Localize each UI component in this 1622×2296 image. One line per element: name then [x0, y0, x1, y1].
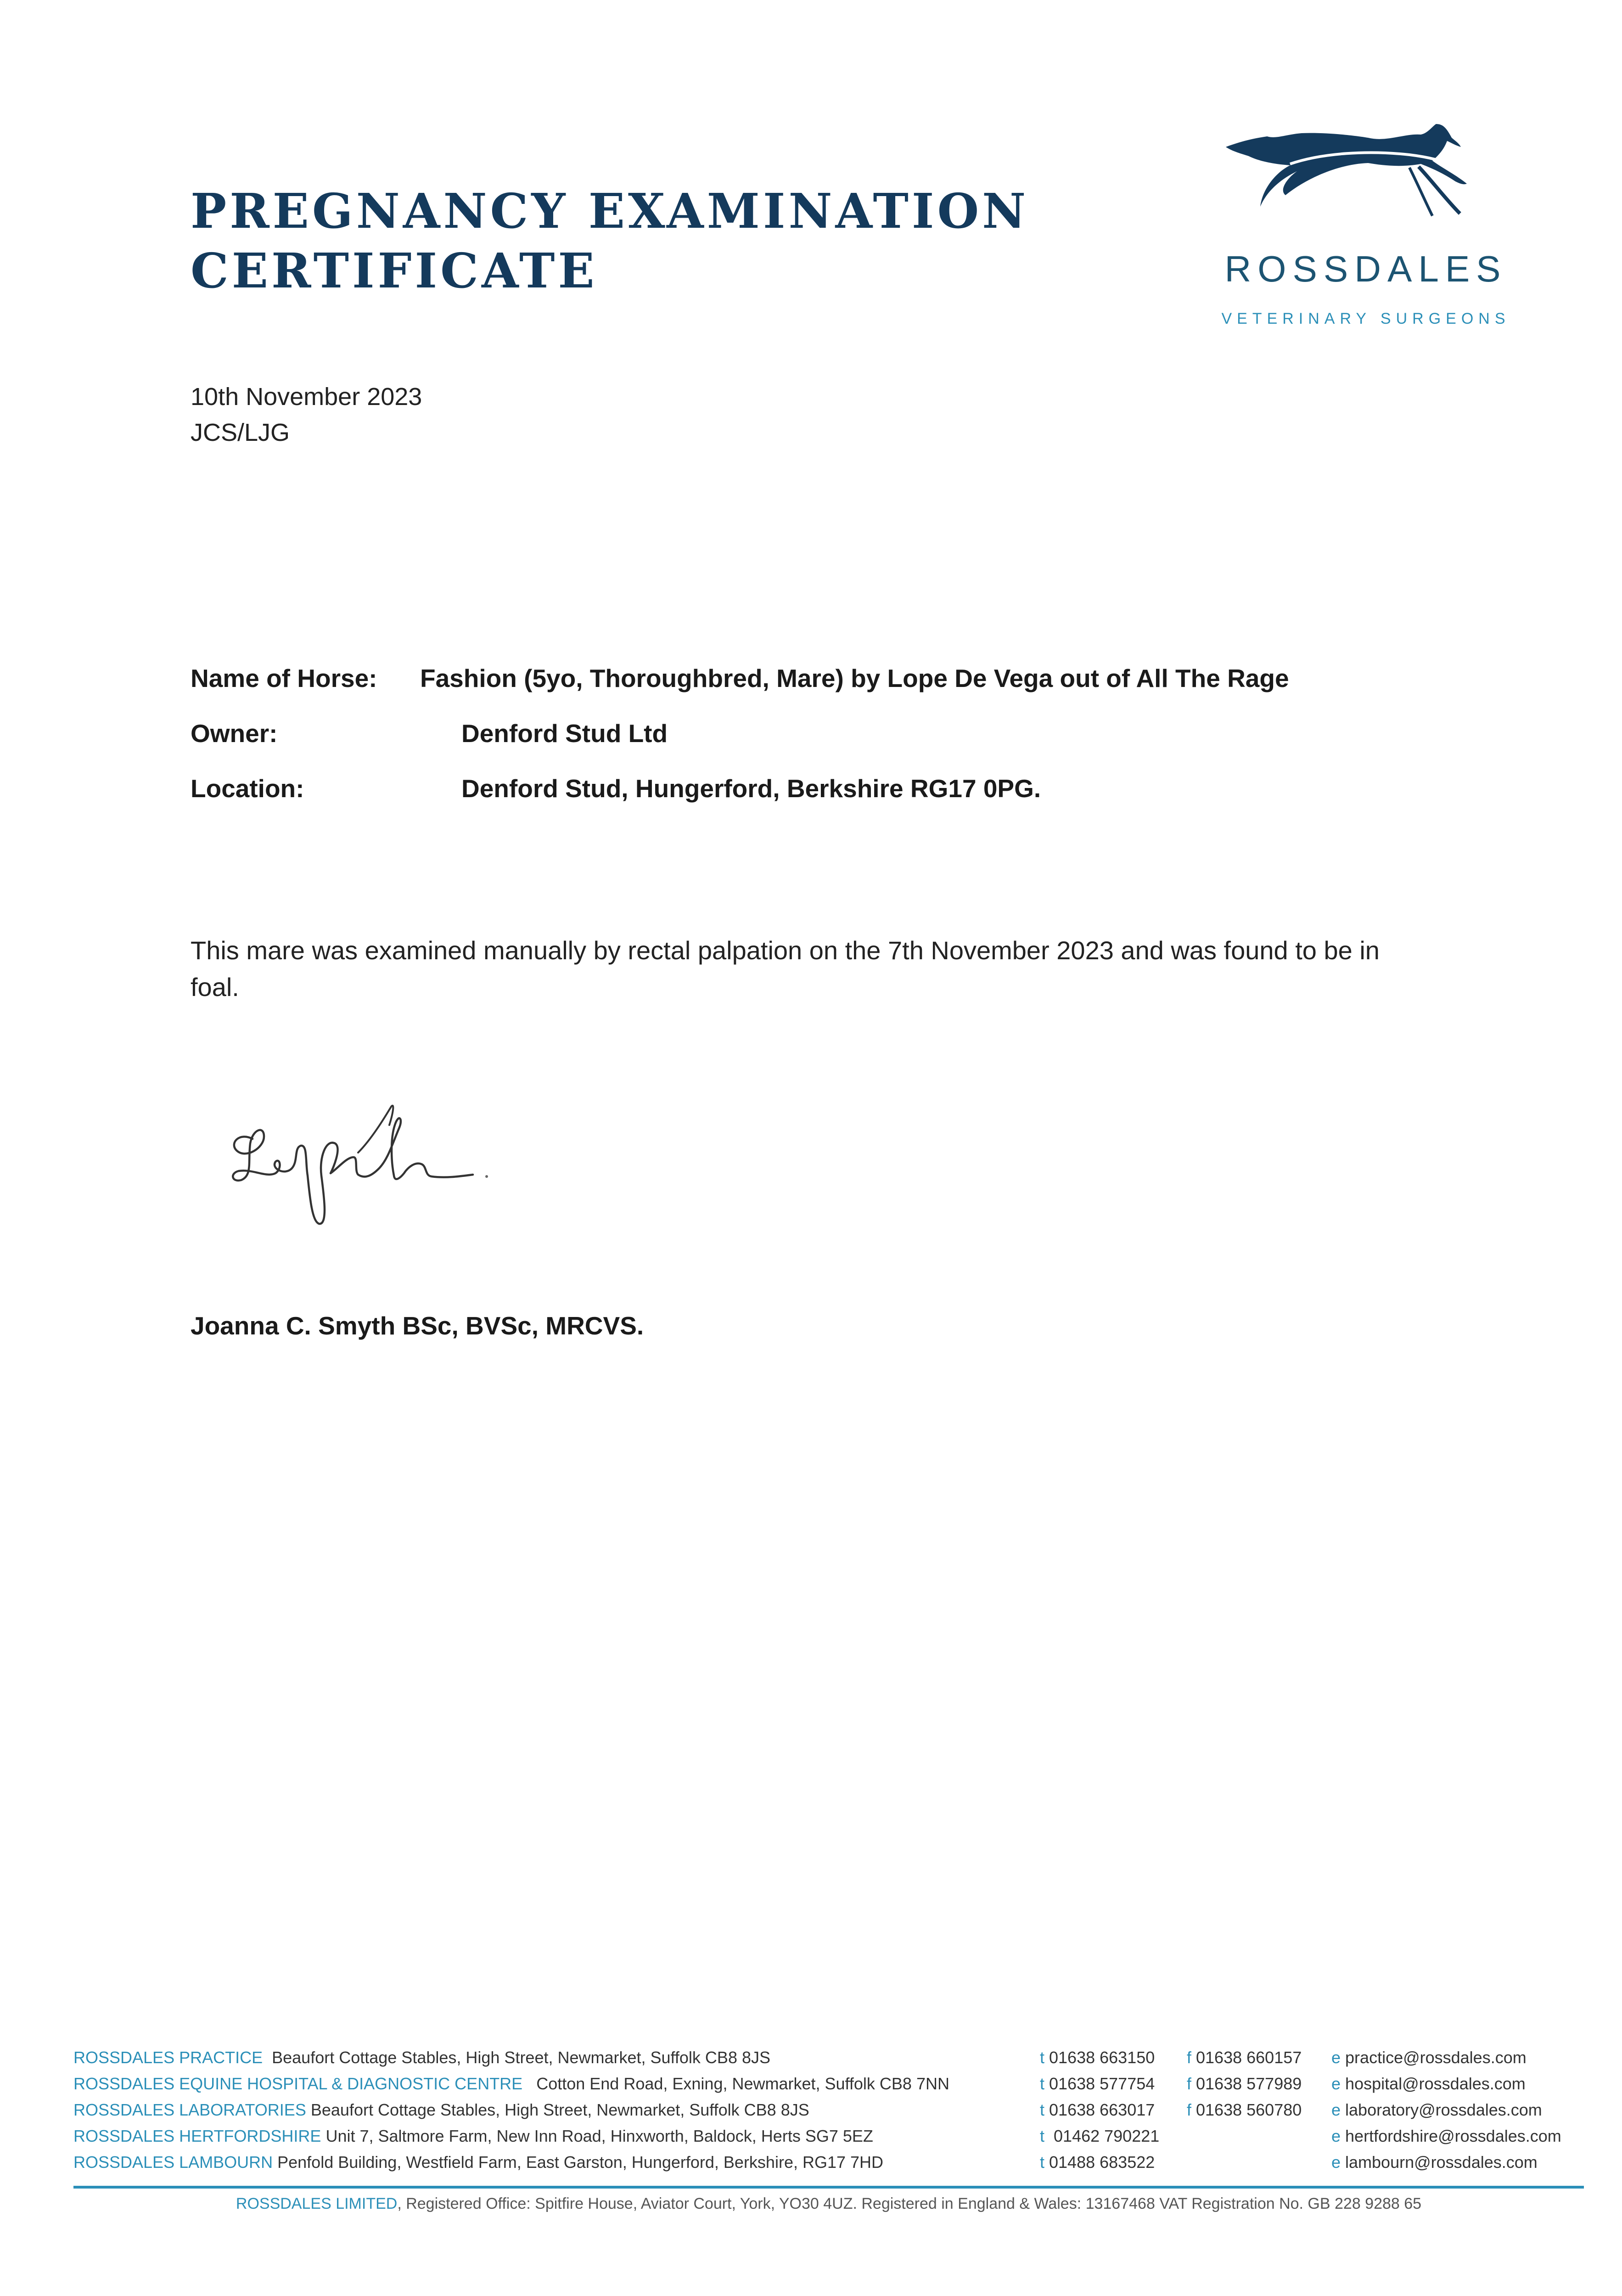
office-phone: t 01638 663150: [1040, 2048, 1155, 2067]
horse-logo-icon: [1217, 113, 1515, 333]
detail-label: Location:: [191, 774, 304, 803]
office-name: ROSSDALES HERTFORDSHIRE: [73, 2127, 321, 2145]
title-line-1: PREGNANCY EXAMINATION: [191, 183, 1029, 239]
letter-reference: JCS/LJG: [191, 419, 290, 446]
footer-office-row: [73, 2074, 1584, 2100]
office-address: Unit 7, Saltmore Farm, New Inn Road, Hinxworth, Baldock, Herts SG7 5EZ: [326, 2127, 873, 2145]
handwritten-signature: [220, 1070, 505, 1235]
office-name: ROSSDALES EQUINE HOSPITAL & DIAGNOSTIC CENTRE: [73, 2074, 523, 2093]
office-email: e practice@rossdales.com: [1331, 2048, 1527, 2067]
signer-name: Joanna C. Smyth BSc, BVSc, MRCVS.: [191, 1311, 644, 1340]
brand-subtitle: VETERINARY SURGEONS: [1221, 310, 1510, 327]
office-address: Cotton End Road, Exning, Newmarket, Suffolk CB8 7NN: [536, 2074, 949, 2093]
office-phone: t 01488 683522: [1040, 2153, 1155, 2172]
detail-label: Owner:: [191, 719, 278, 748]
footer-office-row: [73, 2127, 1584, 2152]
letter-date: 10th November 2023: [191, 383, 422, 411]
office-name: ROSSDALES LAMBOURN: [73, 2153, 273, 2172]
footer-office-row: [73, 2048, 1584, 2074]
office-address: Beaufort Cottage Stables, High Street, Newmarket, Suffolk CB8 8JS: [310, 2100, 809, 2119]
footer-office-row: [73, 2100, 1584, 2126]
office-address: Penfold Building, Westfield Farm, East Garston, Hungerford, Berkshire, RG17 7HD: [277, 2153, 884, 2172]
detail-value: Denford Stud Ltd: [461, 719, 668, 748]
office-phone: t 01462 790221: [1040, 2127, 1160, 2145]
examination-statement: This mare was examined manually by rectal palpation on the 7th November 2023 and was found to be in foal.: [191, 936, 1380, 1002]
office-name: ROSSDALES PRACTICE: [73, 2048, 263, 2067]
office-fax: f 01638 560780: [1187, 2100, 1302, 2119]
office-email: e lambourn@rossdales.com: [1331, 2153, 1538, 2172]
title-line-2: CERTIFICATE: [191, 242, 598, 299]
brand-name: ROSSDALES: [1224, 248, 1507, 289]
office-name: ROSSDALES LABORATORIES: [73, 2100, 306, 2119]
office-phone: t 01638 577754: [1040, 2074, 1155, 2093]
registered-office: ROSSDALES LIMITED, Registered Office: Spitfire House, Aviator Court, York, YO30 4UZ. Registered in England & Wales: 13167468 VAT Registration No. GB 228 9288 65: [236, 2195, 1422, 2212]
office-fax: f 01638 660157: [1187, 2048, 1302, 2067]
detail-label: Name of Horse:: [191, 664, 377, 692]
letter-meta: [191, 379, 422, 450]
page-title: [191, 181, 1029, 301]
office-fax: f 01638 577989: [1187, 2074, 1302, 2093]
detail-value: Fashion (5yo, Thoroughbred, Mare) by Lope De Vega out of All The Rage: [420, 664, 1289, 692]
office-phone: t 01638 663017: [1040, 2100, 1155, 2119]
office-email: e hospital@rossdales.com: [1331, 2074, 1526, 2093]
office-email: e hertfordshire@rossdales.com: [1331, 2127, 1561, 2145]
office-email: e laboratory@rossdales.com: [1331, 2100, 1542, 2119]
detail-value: Denford Stud, Hungerford, Berkshire RG17 0PG.: [461, 774, 1041, 803]
footer-office-row: [73, 2153, 1584, 2178]
footer-divider: [73, 2186, 1584, 2189]
office-address: Beaufort Cottage Stables, High Street, Newmarket, Suffolk CB8 8JS: [272, 2048, 770, 2067]
